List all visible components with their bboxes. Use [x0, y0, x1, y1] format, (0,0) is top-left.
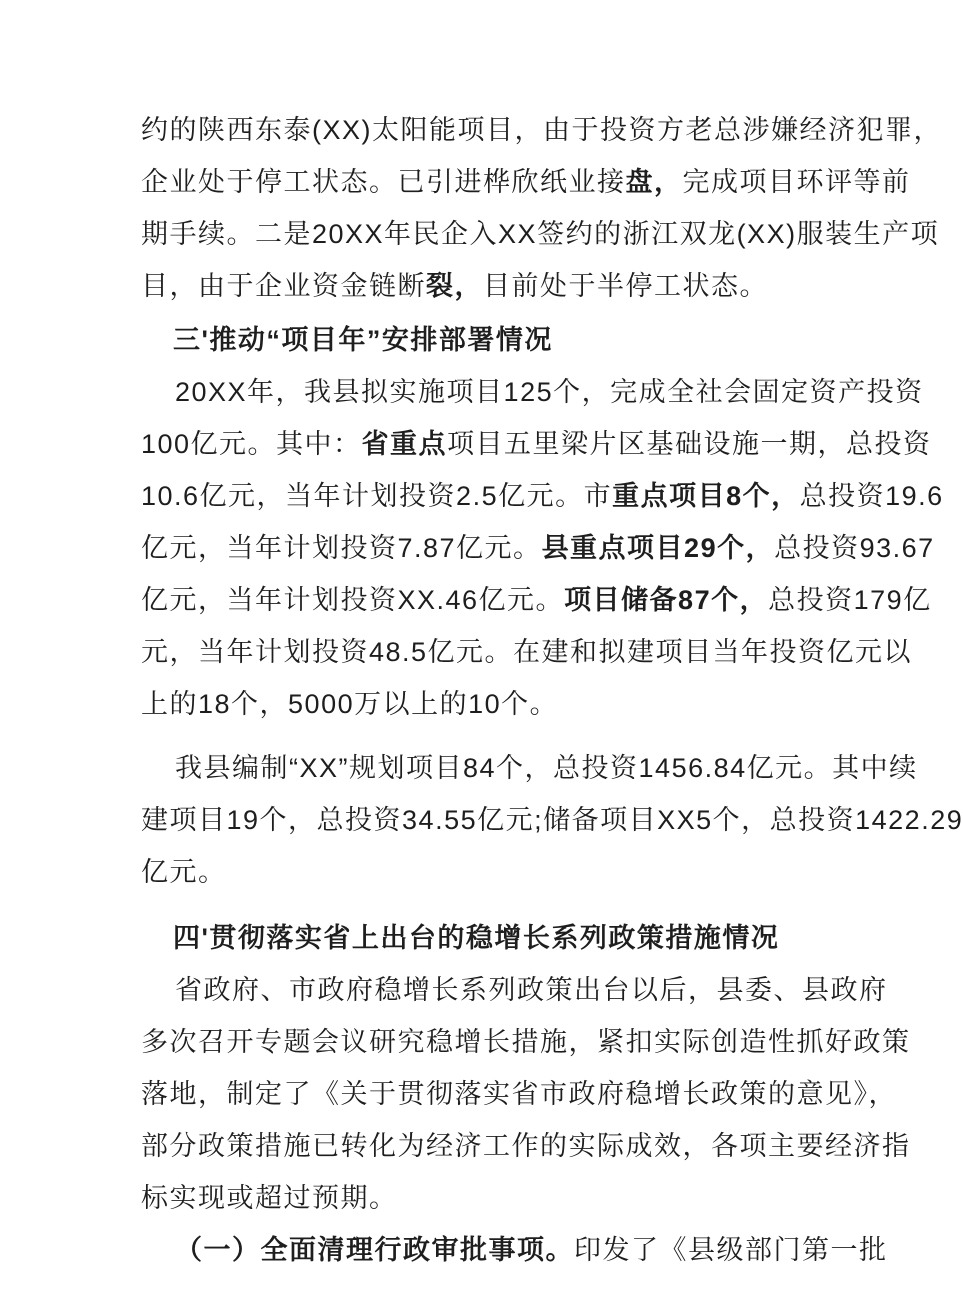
text-run: 项目五里梁片区基础设施一期，总投资 [447, 429, 932, 459]
text-run: 省政府、市政府稳增长系列政策出台以后，县委、县政府 [175, 975, 888, 1005]
bold-text: 盘， [625, 167, 683, 197]
text-run: 100亿元。其中： [141, 429, 362, 459]
bold-text: 省重点 [361, 429, 448, 459]
text-run: 标实现或超过预期。 [141, 1183, 398, 1213]
text-line [141, 366, 924, 418]
text-run: 总投资179亿 [768, 585, 932, 615]
text-run: 企业处于停工状态。已引进桦欣纸业接 [141, 167, 626, 197]
text-line [141, 626, 913, 678]
bold-text: 项目储备87个， [564, 585, 769, 615]
document-page [141, 104, 963, 1276]
text-line [141, 678, 821, 730]
text-line [141, 156, 911, 208]
text-line [141, 470, 944, 522]
text-run: 亿元，当年计划投资XX.46亿元。 [141, 585, 565, 615]
section-heading [141, 912, 821, 964]
text-line [141, 1068, 897, 1120]
text-run: 目前处于半停工状态。 [483, 271, 768, 301]
text-line [141, 418, 932, 470]
text-run: 元，当年计划投资48.5亿元。在建和拟建项目当年投资亿元以 [141, 637, 913, 667]
bold-text: 三'推动“项目年”安排部署情况 [173, 325, 553, 355]
text-line [141, 208, 940, 260]
text-run: 亿元，当年计划投资7.87亿元。 [141, 533, 542, 563]
text-run: 完成项目环评等前 [682, 167, 911, 197]
text-run: 亿元。 [141, 857, 227, 887]
bold-text: （一）全面清理行政审批事项。 [175, 1235, 574, 1265]
text-run: 多次召开专题会议研究稳增长措施，紧扣实际创造性抓好政策 [141, 1027, 911, 1057]
text-line [141, 1172, 821, 1224]
text-line [141, 522, 935, 574]
text-line [141, 1224, 888, 1276]
text-run: 约的陕西东泰(XX)太阳能项目，由于投资方老总涉嫌经济犯罪， [141, 115, 942, 145]
text-run: 10.6亿元，当年计划投资2.5亿元。市 [141, 481, 613, 511]
bold-text: 重点项目8个， [612, 481, 800, 511]
text-run: 上的18个，5000万以上的10个。 [141, 689, 559, 719]
text-run: 部分政策措施已转化为经济工作的实际成效，各项主要经济指 [141, 1131, 911, 1161]
text-run: 总投资93.67 [774, 533, 935, 563]
text-line [141, 104, 942, 156]
text-run: 20XX年，我县拟实施项目125个，完成全社会固定资产投资 [175, 377, 924, 407]
text-run: 目，由于企业资金链断 [141, 271, 426, 301]
text-run: 建项目19个，总投资34.55亿元;储备项目XX5个，总投资1422.29 [141, 805, 963, 835]
bold-text: 裂， [426, 271, 483, 301]
text-line [141, 742, 918, 794]
bold-text: 县重点项目29个， [541, 533, 775, 563]
text-run: 印发了《县级部门第一批 [574, 1235, 888, 1265]
section-heading [141, 314, 821, 366]
text-run: 落地，制定了《关于贯彻落实省市政府稳增长政策的意见》， [141, 1079, 897, 1109]
text-line [141, 1120, 911, 1172]
text-line [141, 846, 821, 898]
text-line [141, 574, 932, 626]
text-line [141, 794, 963, 846]
text-line [141, 1016, 911, 1068]
text-run: 期手续。二是20XX年民企入XX签约的浙江双龙(XX)服装生产项 [141, 219, 940, 249]
text-run: 我县编制“XX”规划项目84个，总投资1456.84亿元。其中续 [175, 753, 918, 783]
text-line [141, 964, 888, 1016]
text-line [141, 260, 821, 312]
bold-text: 四'贯彻落实省上出台的稳增长系列政策措施情况 [173, 923, 780, 953]
text-run: 总投资19.6 [799, 481, 944, 511]
